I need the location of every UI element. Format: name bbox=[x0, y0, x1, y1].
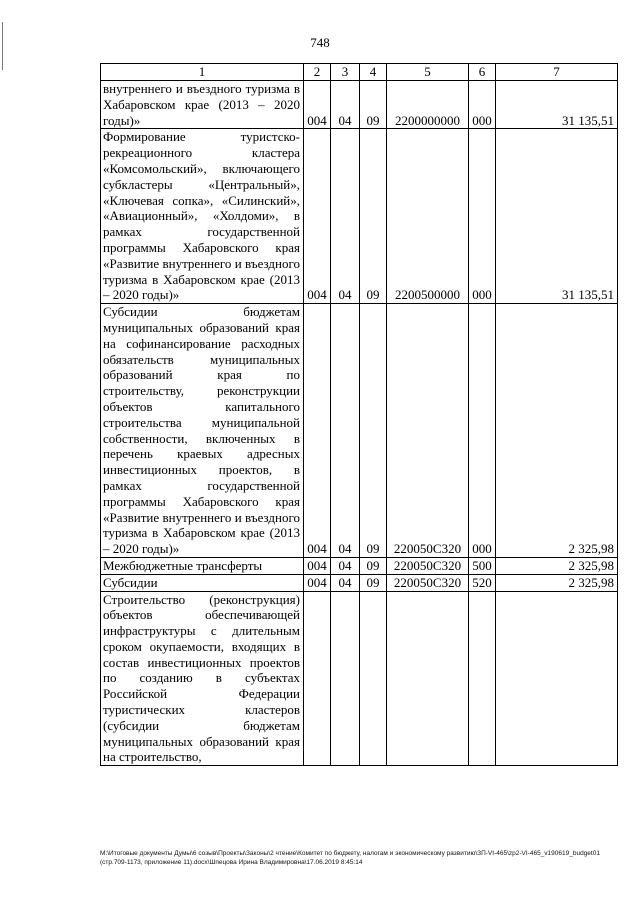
row-name: внутреннего и въездного туризма в Хабаровском крае (2013 – 2020 годы)» bbox=[101, 81, 304, 129]
row-code-3: 04 bbox=[331, 81, 360, 129]
row-code-3: 04 bbox=[331, 557, 360, 574]
header-col-2: 2 bbox=[304, 64, 331, 81]
row-code-4: 09 bbox=[360, 81, 387, 129]
row-amount: 2 325,98 bbox=[496, 304, 618, 558]
row-name: Субсидии bbox=[101, 574, 304, 591]
header-col-1: 1 bbox=[101, 64, 304, 81]
row-amount: 31 135,51 bbox=[496, 129, 618, 304]
header-col-3: 3 bbox=[331, 64, 360, 81]
table-row bbox=[101, 574, 618, 591]
row-amount: 2 325,98 bbox=[496, 574, 618, 591]
row-name: Субсидии бюджетам муниципальных образований края на софинансирование расходных обязательств муниципальных образований края по строительству, реконструкции объектов капитального строительства муниципальной собственности, включенных в перечень краевых адресных инвестиционных проектов, в рамках государственной программы Хабаровского края «Развитие внутреннего и въездного туризма в Хабаровском крае (2013 – 2020 годы)» bbox=[101, 304, 304, 558]
row-code-4: 09 bbox=[360, 574, 387, 591]
row-code-3: 04 bbox=[331, 574, 360, 591]
row-code-5: 2200000000 bbox=[387, 81, 469, 129]
header-col-5: 5 bbox=[387, 64, 469, 81]
table-row bbox=[101, 304, 618, 558]
row-code-3: 04 bbox=[331, 304, 360, 558]
row-name: Строительство (реконструкция) объектов обеспечивающей инфраструктуры с длительным сроком окупаемости, входящих в состав инвестиционных проектов по созданию в субъектах Российской Федерации туристических кластеров (субсидии бюджетам муниципальных образований края на строительство, bbox=[101, 591, 304, 766]
header-row bbox=[101, 64, 618, 81]
row-code-3 bbox=[331, 591, 360, 766]
row-amount: 31 135,51 bbox=[496, 81, 618, 129]
row-code-6: 500 bbox=[469, 557, 496, 574]
row-code-2: 004 bbox=[304, 557, 331, 574]
row-code-6: 000 bbox=[469, 81, 496, 129]
row-code-4: 09 bbox=[360, 557, 387, 574]
row-code-5 bbox=[387, 591, 469, 766]
row-code-4 bbox=[360, 591, 387, 766]
row-code-4: 09 bbox=[360, 129, 387, 304]
table-row bbox=[101, 129, 618, 304]
row-code-6 bbox=[469, 591, 496, 766]
row-code-2: 004 bbox=[304, 574, 331, 591]
header-col-7: 7 bbox=[496, 64, 618, 81]
row-code-5: 220050С320 bbox=[387, 557, 469, 574]
margin-mark bbox=[2, 22, 3, 70]
table-row bbox=[101, 81, 618, 129]
row-code-2: 004 bbox=[304, 81, 331, 129]
row-code-4: 09 bbox=[360, 304, 387, 558]
table-row bbox=[101, 557, 618, 574]
row-code-2 bbox=[304, 591, 331, 766]
document-path-footer: M:\Итоговые документы Думы\6 созыв\Проекты\Законы\2 чтение\Комитет по бюджету, налогам и экономическому развитию\ЗП-VI-465\zp2-VI-465_v190619_budget01 (стр.709-1173, приложение 11).docx\Шпецова Ирина Владимировна\17.06.2019 8:45:14 bbox=[100, 850, 600, 866]
row-name: Межбюджетные трансферты bbox=[101, 557, 304, 574]
budget-table bbox=[100, 63, 618, 766]
row-amount bbox=[496, 591, 618, 766]
row-code-6: 000 bbox=[469, 129, 496, 304]
header-col-4: 4 bbox=[360, 64, 387, 81]
row-code-5: 220050С320 bbox=[387, 304, 469, 558]
row-code-3: 04 bbox=[331, 129, 360, 304]
row-code-6: 000 bbox=[469, 304, 496, 558]
row-code-6: 520 bbox=[469, 574, 496, 591]
page-number: 748 bbox=[310, 35, 330, 50]
row-code-5: 220050С320 bbox=[387, 574, 469, 591]
row-code-5: 2200500000 bbox=[387, 129, 469, 304]
row-code-2: 004 bbox=[304, 129, 331, 304]
row-amount: 2 325,98 bbox=[496, 557, 618, 574]
header-col-6: 6 bbox=[469, 64, 496, 81]
table-row bbox=[101, 591, 618, 766]
row-code-2: 004 bbox=[304, 304, 331, 558]
row-name: Формирование туристско-рекреационного кластера «Комсомольский», включающего субкластеры «Центральный», «Ключевая сопка», «Силинский», «Авиационный», «Холдоми», в рамках государственной программы Хабаровского края «Развитие внутреннего и въездного туризма в Хабаровском крае (2013 – 2020 годы)» bbox=[101, 129, 304, 304]
